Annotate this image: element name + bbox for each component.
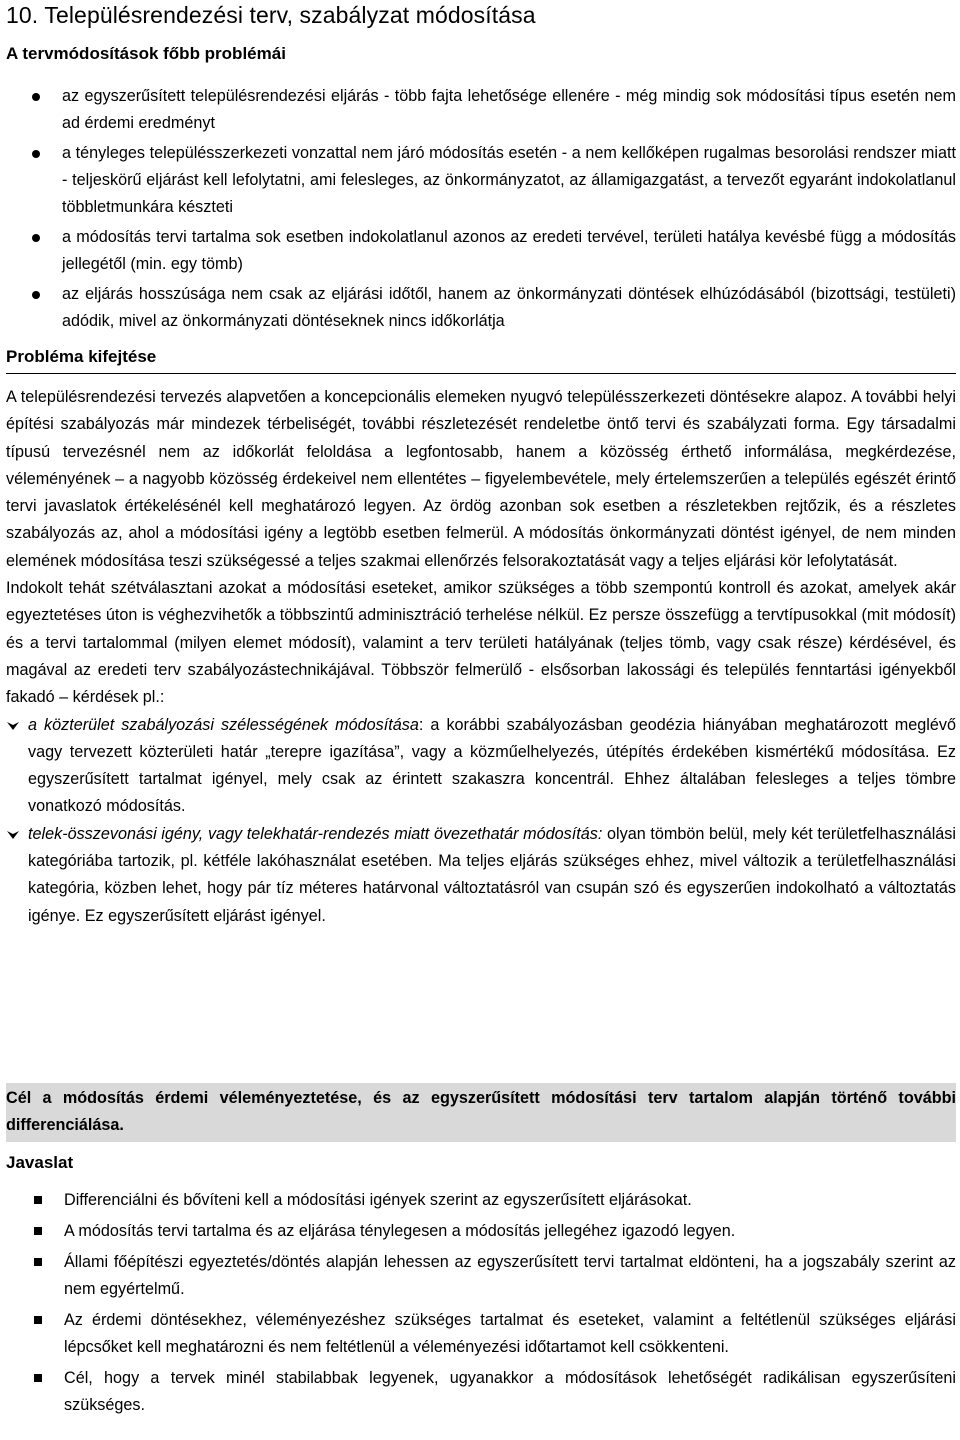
problem-detail-body [6, 384, 956, 930]
bullet-icon [32, 291, 40, 299]
proposal-heading: Javaslat [6, 1153, 74, 1172]
goal-box: Cél a módosítás érdemi véleményeztetése, és az egyszerűsített módosítási terv tartalom alapján történő további differenciálása. [6, 1083, 956, 1142]
bullet-icon [32, 150, 40, 158]
page-title: 10. Településrendezési terv, szabályzat módosítása [6, 2, 536, 28]
square-bullet-icon [34, 1196, 42, 1204]
proposal-list [6, 1187, 956, 1423]
arrow-down-icon [6, 718, 20, 732]
paragraph: Indokolt tehát szétválasztani azokat a módosítási eseteket, amikor szükséges a több szempontú kontroll és azokat, amelyek akár egyeztetéses úton is véghezvihetők a többszintű adminisztráció terhelése nélkül. Ez persze összefügg a tervtípusokkal (mit módosít) és a tervi tartalommal (milyen elemet módosít), valamint a terv területi hatályának (teljes tömb, vagy csak része) kérdésével, és magával az eredeti terv szabályozástechnikájával. Többször felmerülő - elsősorban lakossági és település fenntartási igényekből fakadó – kérdések pl.: [6, 579, 956, 707]
square-bullet-icon [34, 1316, 42, 1324]
arrow-down-icon [6, 827, 20, 841]
examples-list [6, 712, 956, 930]
list-item: telek-összevonási igény, vagy telekhatár-rendezés miatt övezethatár módosítás: olyan tömbön belül, mely két területfelhasználási kategóriába tartozik, pl. kétféle lakóhasználat esetében. Ma teljes eljárás szükséges ehhez, mivel változik a területfelhasználási kategória, közben lehet, hogy pár tíz méteres határvonal változtatásról van csupán szó és egyszerűen indokolható a változtatás igénye. Ez egyszerűsített eljárást igényel. [6, 821, 956, 930]
list-item: a közterület szabályozási szélességének módosítása: a korábbi szabályozásban geodézia hiányában meghatározott meglévő vagy tervezett közterületi határ „terepre igazítása”, vagy a közműelhelyezés, útépítés érdekében kismértékű módosítása. Ez egyszerűsített tartalmat igényel, mely csak az érintett szakaszra koncentrál. Ehhez általában felesleges a teljes tömbre vonatkozó módosítás. [6, 712, 956, 821]
bullet-icon [32, 93, 40, 101]
problems-heading: A tervmódosítások főbb problémái [6, 44, 286, 63]
list-item: Az érdemi döntésekhez, véleményezéshez szükséges tartalmat és eseteket, valamint a feltétlenül szükséges eljárási lépcsőket kell meghatározni és nem feltétlenül a véleményezési időtartamot kell csökkenteni. [6, 1307, 956, 1361]
square-bullet-icon [34, 1374, 42, 1382]
square-bullet-icon [34, 1258, 42, 1266]
list-item: Differenciálni és bővíteni kell a módosítási igények szerint az egyszerűsített eljárásokat. [6, 1187, 956, 1214]
list-item: a módosítás tervi tartalma sok esetben indokolatlanul azonos az eredeti tervével, területi hatálya kevésbé függ a módosítás jellegétől (min. egy tömb) [6, 224, 956, 278]
list-item: A módosítás tervi tartalma és az eljárása ténylegesen a módosítás jellegéhez igazodó legyen. [6, 1218, 956, 1245]
list-item: Cél, hogy a tervek minél stabilabbak legyenek, ugyanakkor a módosítások lehetőségét radikálisan egyszerűsíteni szükséges. [6, 1365, 956, 1419]
problems-list [6, 83, 956, 338]
paragraph: A településrendezési tervezés alapvetően a koncepcionális elemeken nyugvó településszerkezeti döntésekre alapoz. A további helyi építési szabályozás már mindezek térbeliségét, további részletezését rendeletbe öntő tervi és szabályzati forma. Egy társadalmi típusú tervezésnél nem az időkorlát feloldása a legfontosabb, hanem a közösség érthető informálása, megkérdezése, véleményének – a nagyobb közösség érdekeivel nem ellentétes – figyelembevétele, mely értelemszerűen a település egészét érintő tervi javaslatok értékelésénél kell meghatározó legyen. Az ördög azonban sok esetben a részletekben rejtőzik, és a részletes szabályozás az, ahol a módosítási igény a legtöbb esetben felmerül. A módosítás önkormányzati döntést igényel, de nem minden elemének módosítása teszi szükségessé a teljes szakmai ellenőrzés felsorakoztatását vagy a teljes eljárási kör lefolytatását. [6, 388, 956, 570]
list-item: a tényleges településszerkezeti vonzattal nem járó módosítás esetén - a nem kellőképen rugalmas besorolási rendszer miatt - teljeskörű eljárást kell lefolytatni, ami felesleges, az önkormányzatot, az államigazgatást, a tervezőt egyaránt indokolatlanul többletmunkára készteti [6, 140, 956, 221]
list-item: Állami főépítészi egyeztetés/döntés alapján lehessen az egyszerűsített tervi tartalmat eldönteni, ha a jogszabály szerint az nem egyértelmű. [6, 1249, 956, 1303]
list-item: az eljárás hosszúsága nem csak az eljárási időtől, hanem az önkormányzati döntések elhúzódásából (bizottsági, testületi) adódik, mivel az önkormányzati döntéseknek nincs időkorlátja [6, 281, 956, 335]
bullet-icon [32, 234, 40, 242]
square-bullet-icon [34, 1227, 42, 1235]
problem-detail-heading: Probléma kifejtése [6, 347, 956, 374]
list-item: az egyszerűsített településrendezési eljárás - több fajta lehetősége ellenére - még mindig sok módosítási típus esetén nem ad érdemi eredményt [6, 83, 956, 137]
